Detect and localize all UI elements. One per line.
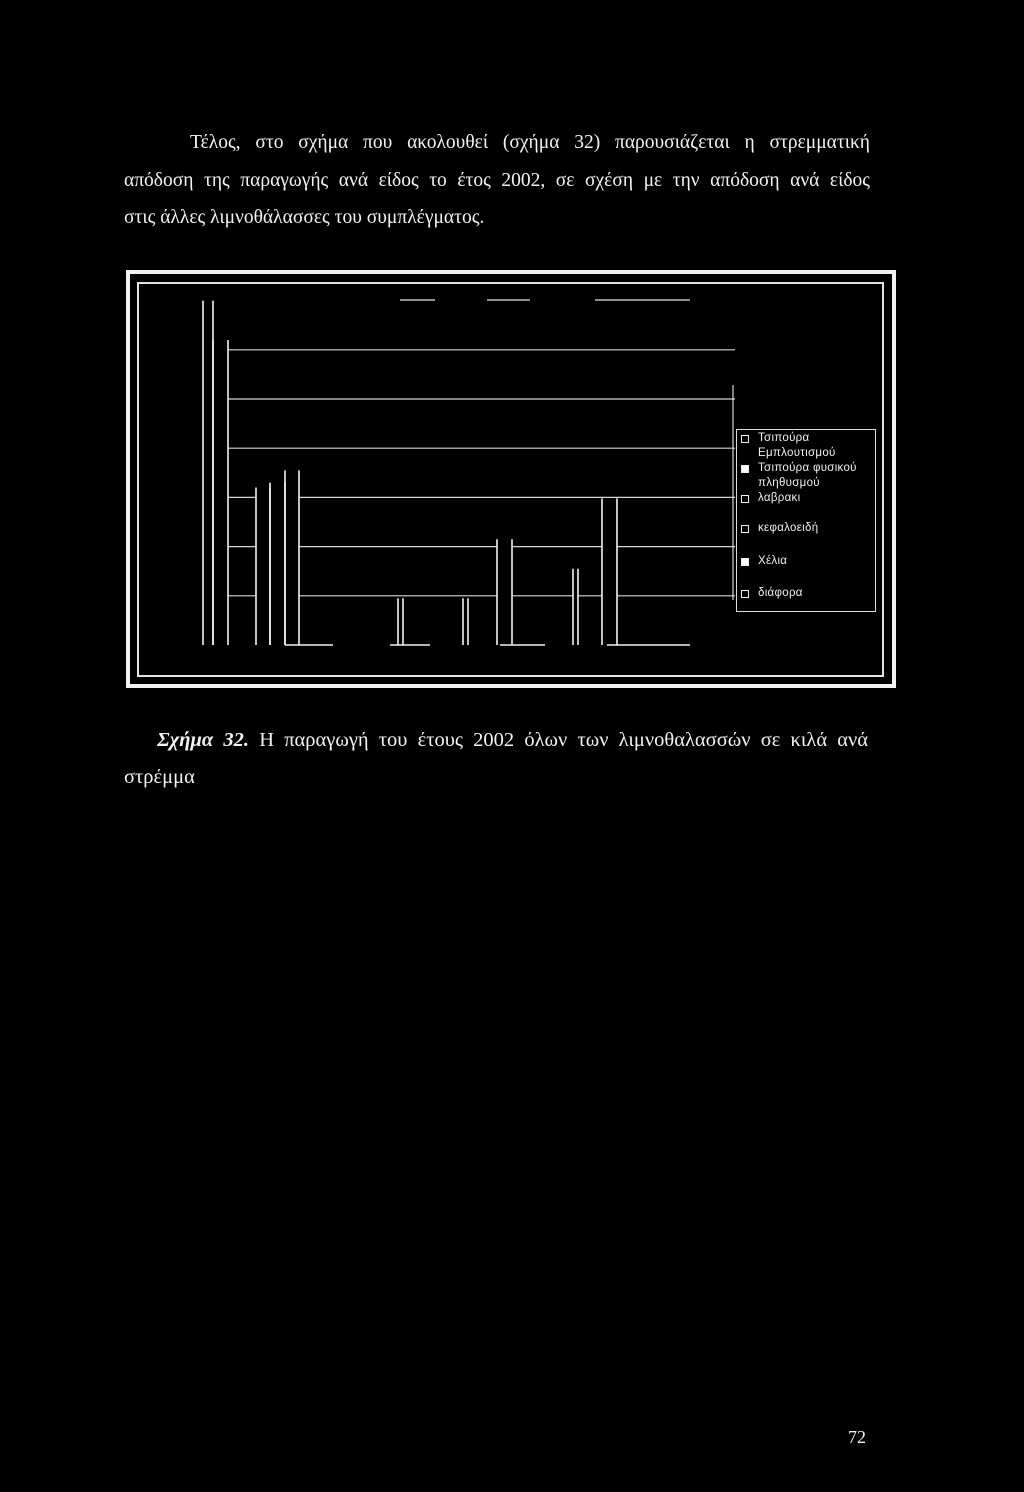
legend-label: κεφαλοειδή bbox=[758, 522, 819, 534]
legend-square-icon bbox=[741, 590, 749, 598]
legend-square-icon bbox=[741, 558, 749, 566]
caption-label: Σχήμα 32. bbox=[157, 729, 250, 751]
bar bbox=[285, 470, 299, 645]
legend-label: λαβρακι bbox=[758, 492, 801, 504]
legend-label: διάφορα bbox=[758, 587, 803, 599]
legend-item bbox=[741, 554, 873, 569]
legend-item bbox=[741, 491, 873, 506]
legend-item bbox=[741, 521, 873, 536]
legend-item bbox=[741, 586, 873, 601]
figure-caption bbox=[157, 726, 868, 754]
page-number: 72 bbox=[848, 1427, 866, 1447]
bar bbox=[602, 498, 617, 645]
legend-square-icon bbox=[741, 465, 749, 473]
legend-square-icon bbox=[741, 495, 749, 503]
caption-text: Η παραγωγή του έτους 2002 όλων των λιμνοθαλασσών σε κιλά ανά bbox=[259, 729, 868, 751]
legend-label: Τσιπούρα φυσικού πληθυσμού bbox=[758, 462, 857, 489]
legend-square-icon bbox=[741, 525, 749, 533]
legend-item bbox=[741, 461, 873, 491]
legend-square-icon bbox=[741, 435, 749, 443]
legend-label: Χέλια bbox=[758, 555, 788, 567]
legend-item bbox=[741, 431, 873, 461]
figure-caption-continued: στρέμμα bbox=[124, 766, 195, 788]
bar bbox=[270, 483, 285, 645]
paragraph-line: στις άλλες λιμνοθάλασσες του συμπλέγματος. bbox=[124, 207, 485, 228]
bar bbox=[256, 488, 270, 645]
paragraph-line: Τέλος, στο σχήμα που ακολουθεί (σχήμα 32) παρουσιάζεται η στρεμματική bbox=[190, 132, 870, 153]
paragraph-line: απόδοση της παραγωγής ανά είδος το έτος 2002, σε σχέση με την απόδοση ανά είδος bbox=[124, 170, 870, 191]
bar bbox=[203, 301, 213, 645]
chart-legend bbox=[736, 429, 876, 612]
bar bbox=[213, 340, 228, 645]
bar bbox=[497, 539, 512, 645]
legend-label: Τσιπούρα Εμπλουτισμού bbox=[758, 432, 836, 459]
